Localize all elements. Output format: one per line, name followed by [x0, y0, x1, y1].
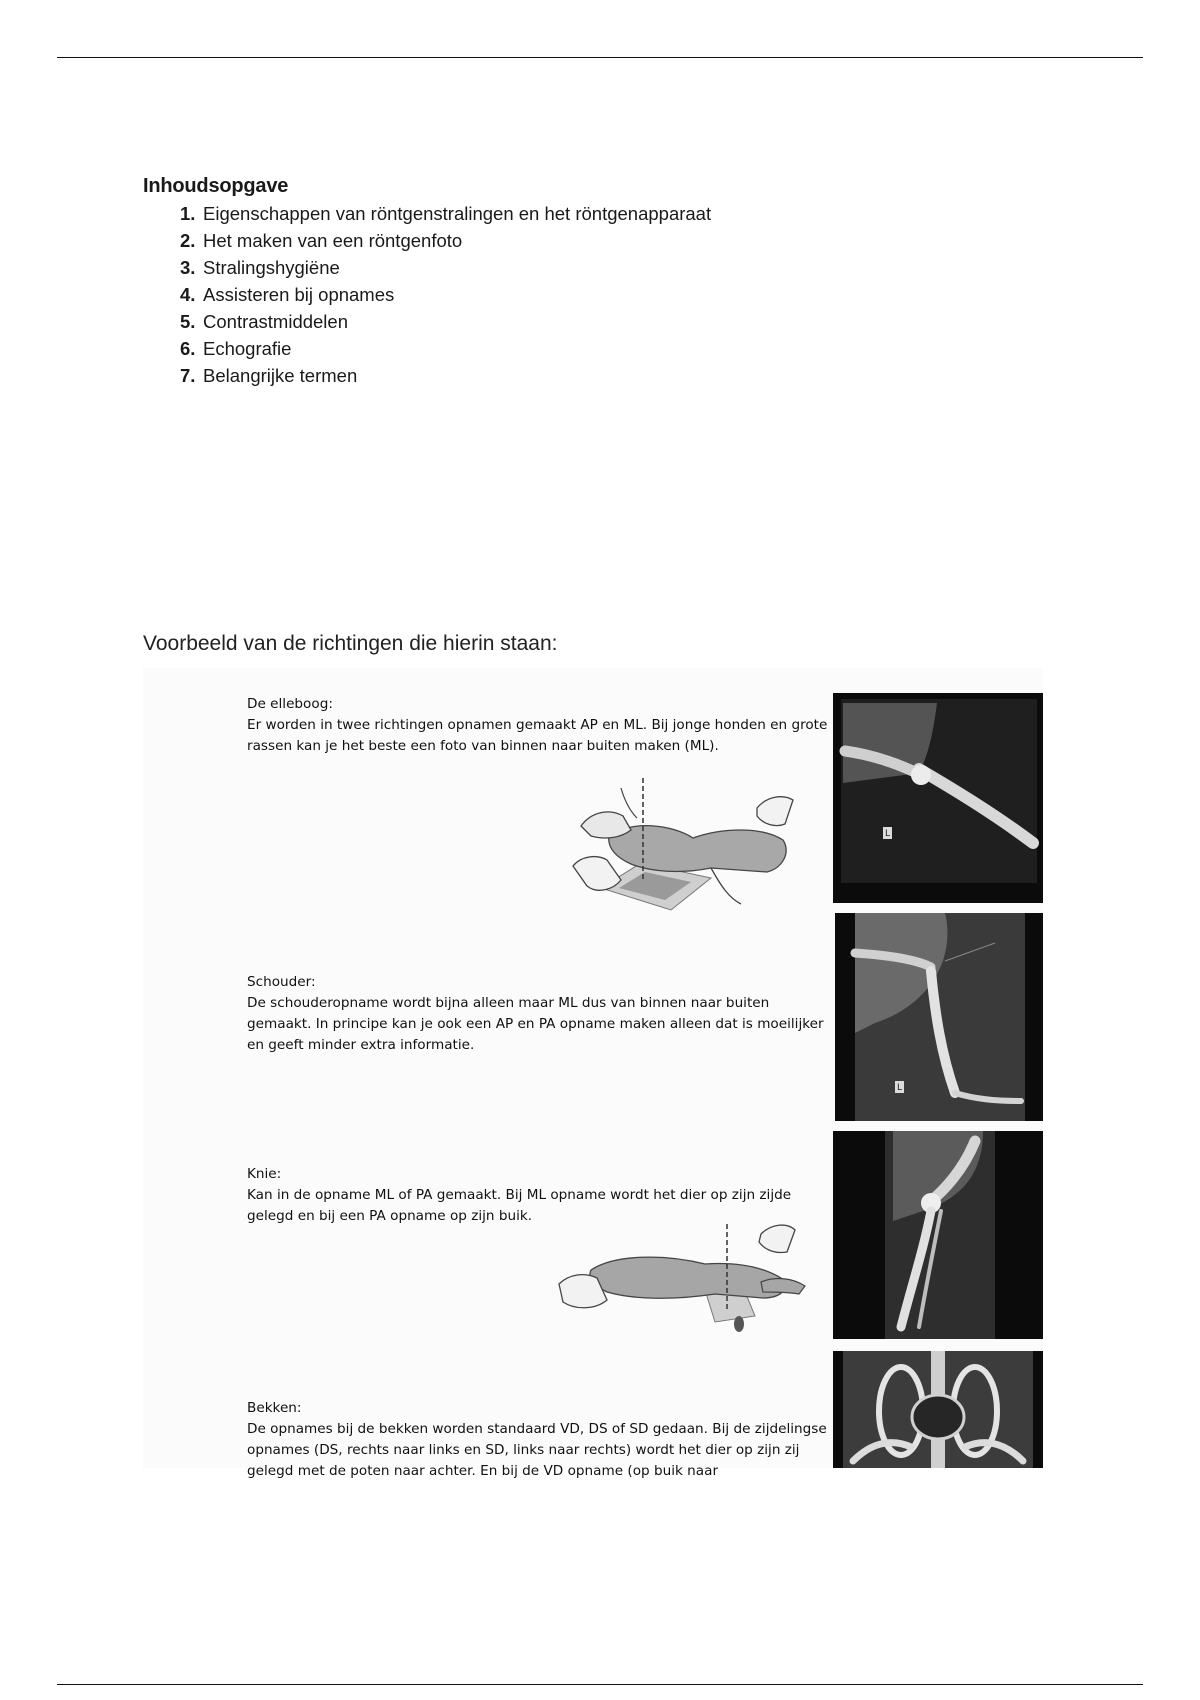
toc-item-label: Belangrijke termen [203, 365, 358, 386]
toc-item-7 [180, 365, 711, 392]
section-title: Knie: [247, 1166, 282, 1182]
section-pelvis [247, 1398, 837, 1482]
toc-item-label: Eigenschappen van röntgenstralingen en het röntgenapparaat [203, 203, 712, 224]
shoulder-xray-image [835, 913, 1043, 1121]
toc-item-number: 6. [180, 338, 196, 359]
table-of-contents [180, 203, 711, 392]
section-shoulder [247, 972, 837, 1056]
toc-item-label: Het maken van een röntgenfoto [203, 230, 463, 251]
section-body: De schouderopname wordt bijna alleen maar ML dus van binnen naar buiten gemaakt. In principe kan je ook een AP en PA opname maken alleen dat is moeilijker en geeft minder extra informatie. [247, 995, 824, 1053]
pelvis-xray-image [833, 1351, 1043, 1468]
section-title: Bekken: [247, 1400, 302, 1416]
knee-xray-image [833, 1131, 1043, 1339]
radiography-directions-figure [143, 668, 1043, 1479]
xray-marker-label: L [884, 829, 891, 839]
elbow-positioning-drawing [561, 768, 801, 920]
toc-item-1 [180, 203, 711, 230]
toc-item-label: Echografie [203, 338, 292, 359]
section-body: Er worden in twee richtingen opnamen gemaakt AP en ML. Bij jonge honden en grote rassen kan je het beste een foto van binnen naar buiten maken (ML). [247, 717, 828, 754]
toc-heading: Inhoudsopgave [143, 175, 289, 197]
elbow-xray-image [833, 693, 1043, 903]
toc-item-label: Contrastmiddelen [203, 311, 348, 332]
toc-item-3 [180, 257, 711, 284]
toc-item-label: Stralingshygiëne [203, 257, 340, 278]
toc-item-5 [180, 311, 711, 338]
toc-item-number: 3. [180, 257, 196, 278]
header-rule [57, 57, 1143, 58]
toc-item-label: Assisteren bij opnames [203, 284, 395, 305]
section-title: Schouder: [247, 974, 316, 990]
toc-item-number: 1. [180, 203, 196, 224]
toc-item-2 [180, 230, 711, 257]
section-elbow [247, 694, 837, 757]
xray-marker-label: L [896, 1083, 903, 1093]
toc-item-number: 5. [180, 311, 196, 332]
intro-text: Voorbeeld van de richtingen die hierin staan: [143, 632, 558, 655]
toc-item-4 [180, 284, 711, 311]
section-knee [247, 1164, 837, 1227]
toc-item-6 [180, 338, 711, 365]
toc-item-number: 4. [180, 284, 196, 305]
knee-positioning-drawing [555, 1220, 813, 1338]
toc-item-number: 2. [180, 230, 196, 251]
section-body: De opnames bij de bekken worden standaard VD, DS of SD gedaan. Bij de zijdelingse opnames (DS, rechts naar links en SD, links naar rechts) wordt het dier op zijn zij gelegd met de poten naar achter. En bij de VD opname (op buik naar [247, 1421, 827, 1479]
footer-rule [57, 1684, 1143, 1685]
section-body: Kan in de opname ML of PA gemaakt. Bij ML opname wordt het dier op zijn zijde gelegd en bij een PA opname op zijn buik. [247, 1187, 792, 1224]
section-title: De elleboog: [247, 696, 333, 712]
toc-item-number: 7. [180, 365, 196, 386]
